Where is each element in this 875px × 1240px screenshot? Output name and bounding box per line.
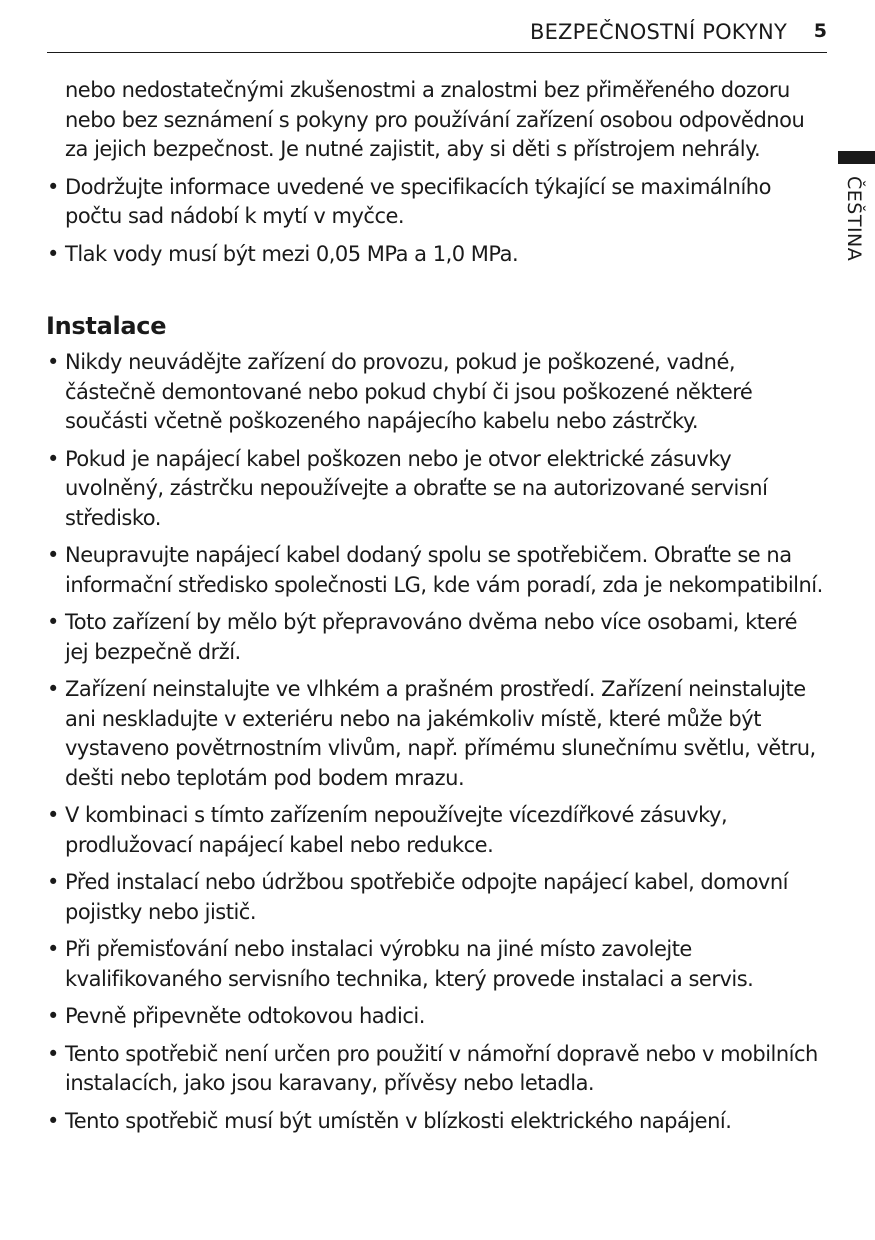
list-item-text: Pokud je napájecí kabel poškozen nebo je otvor elektrické zásuvky uvolněný, zástrčku nepoužívejte a obraťte se na autorizované servisní středisko.: [65, 446, 768, 530]
list-item-text: Před instalací nebo údržbou spotřebiče odpojte napájecí kabel, domovní pojistky nebo jistič.: [65, 870, 788, 924]
list-item-text: Zařízení neinstalujte ve vlhkém a prašném prostředí. Zařízení neinstalujte ani neskladujte v exteriéru nebo na jakémkoliv místě, které může být vystaveno povětrnostním vlivům, např. přímému slunečnímu světlu, větru, dešti nebo teplotám pod bodem mrazu.: [65, 677, 816, 790]
installation-heading: Instalace: [46, 312, 167, 340]
list-item-text: Toto zařízení by mělo být přepravováno dvěma nebo více osobami, které jej bezpečně drží.: [65, 610, 798, 664]
list-item-text: Dodržujte informace uvedené ve specifikacích týkající se maximálního počtu sad nádobí k mytí v myčce.: [65, 174, 771, 228]
bullet-marker: •: [47, 937, 59, 961]
list-item: [44, 173, 826, 232]
list-item-text: Při přemisťování nebo instalaci výrobku na jiné místo zavolejte kvalifikovaného servisního technika, který provede instalaci a servis.: [65, 937, 754, 991]
bullet-marker: •: [47, 543, 59, 567]
list-item-text: Neupravujte napájecí kabel dodaný spolu se spotřebičem. Obraťte se na informační středisko společnosti LG, kde vám poradí, zda je nekompatibilní.: [65, 543, 823, 597]
list-item: [44, 1107, 826, 1137]
list-item: [44, 675, 826, 793]
bullet-marker: •: [47, 610, 59, 634]
list-item: [44, 935, 826, 994]
list-item: [44, 348, 826, 437]
bullet-marker: •: [47, 803, 59, 827]
list-item-text: Pevně připevněte odtokovou hadici.: [65, 1004, 425, 1028]
language-tab-marker: [838, 151, 875, 164]
intro-continuation-paragraph: nebo nedostatečnými zkušenostmi a znalostmi bez přiměřeného dozoru nebo bez seznámení s pokyny pro používání zařízení osobou odpovědnou za jejich bezpečnost. Je nutné zajistit, aby si děti s přístrojem nehrály.: [65, 78, 805, 161]
bullet-marker: •: [47, 241, 59, 266]
list-item: [44, 1040, 826, 1099]
list-item-text: Nikdy neuvádějte zařízení do provozu, pokud je poškozené, vadné, částečně demontované nebo pokud chybí či jsou poškozené některé součásti včetně poškozeného napájecího kabelu nebo zástrčky.: [65, 350, 753, 433]
list-item-text: Tlak vody musí být mezi 0,05 MPa a 1,0 MPa.: [65, 241, 519, 266]
intro-bullet-list: [44, 173, 826, 270]
bullet-marker: •: [47, 446, 59, 471]
list-item: [44, 608, 826, 667]
page-body: [44, 76, 826, 1136]
bullet-marker: •: [47, 677, 59, 701]
page-number: 5: [813, 20, 827, 42]
list-item: [44, 801, 826, 860]
page-header: [47, 14, 827, 53]
list-item: [44, 868, 826, 927]
bullet-marker: •: [47, 1041, 59, 1066]
list-item-text: V kombinaci s tímto zařízením nepoužívejte vícezdířkové zásuvky, prodlužovací napájecí kabel nebo redukce.: [65, 803, 728, 857]
bullet-marker: •: [47, 174, 59, 199]
list-item-text: Tento spotřebič musí být umístěn v blízkosti elektrického napájení.: [65, 1108, 732, 1133]
section-title: BEZPEČNOSTNÍ POKYNY: [529, 20, 787, 44]
list-item: [44, 541, 826, 600]
list-item: [44, 445, 826, 534]
bullet-marker: •: [47, 870, 59, 894]
bullet-marker: •: [47, 350, 59, 374]
bullet-marker: •: [47, 1004, 59, 1028]
list-item-text: Tento spotřebič není určen pro použití v námořní dopravě nebo v mobilních instalacích, jako jsou karavany, přívěsy nebo letadla.: [65, 1041, 818, 1095]
language-tab-label: ČEŠTINA: [843, 176, 865, 262]
list-item: [44, 240, 826, 270]
list-item: [44, 1002, 826, 1032]
bullet-marker: •: [47, 1108, 59, 1133]
installation-bullet-list: [44, 348, 826, 1136]
